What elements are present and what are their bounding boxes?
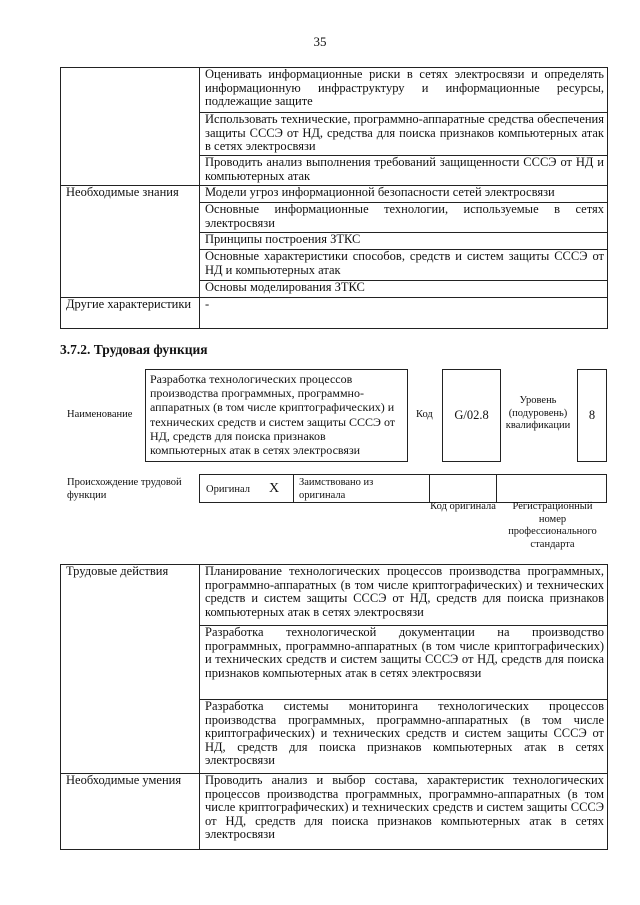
section-title: 3.7.2. Трудовая функция	[60, 342, 208, 357]
origin-row	[199, 474, 607, 503]
table-cell: Разработка технологической документации на производство программных, программно-аппаратных (в том числе криптографических) и технических средств и систем защиты СССЭ от НД, средств для поиска признаков компьютерных атак в сетях электросвязи	[200, 626, 608, 700]
table-cell: Разработка системы мониторинга технологических процессов производства программных, программно-аппаратных (в том числе криптографических) и технических средств и систем защиты СССЭ от НД, средств для поиска признаков компьютерных атак в сетях электросвязи	[200, 700, 608, 774]
origin-label: Происхождение трудовой функции	[67, 477, 182, 501]
code-caption: Код оригинала	[430, 501, 496, 512]
level-label: Уровень (подуровень) квалификации	[505, 395, 571, 431]
table-label: Трудовые действия	[61, 565, 200, 774]
original-label: Оригинал	[206, 484, 250, 495]
table-cell: Основные характеристики способов, средств и систем защиты СССЭ от НД и компьютерных атак	[200, 250, 608, 281]
level-value: 8	[588, 408, 596, 422]
skills-knowledge-table	[60, 67, 608, 329]
code-value-box	[442, 369, 501, 462]
table-cell: Оценивать информационные риски в сетях электросвязи и определять информационную инфраструктуру и информационные ресурсы, подлежащие защите	[200, 68, 608, 113]
table-label: Необходимые умения	[61, 774, 200, 850]
table-cell: Модели угроз информационной безопасности сетей электросвязи	[200, 186, 608, 203]
table-cell: Основы моделирования ЗТКС	[200, 281, 608, 298]
table-label: Другие характеристики	[61, 298, 200, 329]
name-label: Наименование	[67, 409, 133, 420]
table-cell: Планирование технологических процессов производства программных, программно-аппаратных (в том числе криптографических) и технических средств и систем защиты СССЭ от НД, средств для поиска признаков компьютерных атак в сетях электросвязи	[200, 565, 608, 626]
function-name-box: Разработка технологических процессов производства программных, программно-аппаратных (в том числе криптографических) и технических средств и систем защиты СССЭ от НД, средств для поиска признаков компьютерных атак в сетях электросвязи	[145, 369, 408, 462]
table-label	[61, 68, 200, 186]
page-number: 35	[313, 34, 327, 49]
table-cell: Принципы построения ЗТКС	[200, 233, 608, 250]
borrowed-label: Заимствовано из оригинала	[299, 477, 374, 501]
table-label: Необходимые знания	[61, 186, 200, 298]
table-cell: Основные информационные технологии, используемые в сетях электросвязи	[200, 203, 608, 233]
table-cell: Проводить анализ выполнения требований защищенности СССЭ от НД и компьютерных атак	[200, 156, 608, 186]
table-cell: -	[200, 298, 608, 329]
table-cell: Проводить анализ и выбор состава, характеристик технологических процессов производства программных, программно-аппаратных (в том числе криптографических) и технических средств и систем защиты СССЭ от НД, средств для поиска признаков компьютерных атак в сетях электросвязи	[200, 774, 608, 850]
registration-caption: Регистрационный номер профессионального стандарта	[508, 501, 597, 550]
code-value: G/02.8	[454, 408, 489, 422]
level-value-box	[577, 369, 607, 462]
table-cell: Использовать технические, программно-аппаратные средства обеспечения защиты СССЭ от НД, средства для поиска признаков компьютерных атак в сетях электросвязи	[200, 113, 608, 156]
code-label: Код	[416, 409, 433, 420]
actions-skills-table	[60, 564, 608, 850]
original-mark: X	[269, 481, 280, 496]
